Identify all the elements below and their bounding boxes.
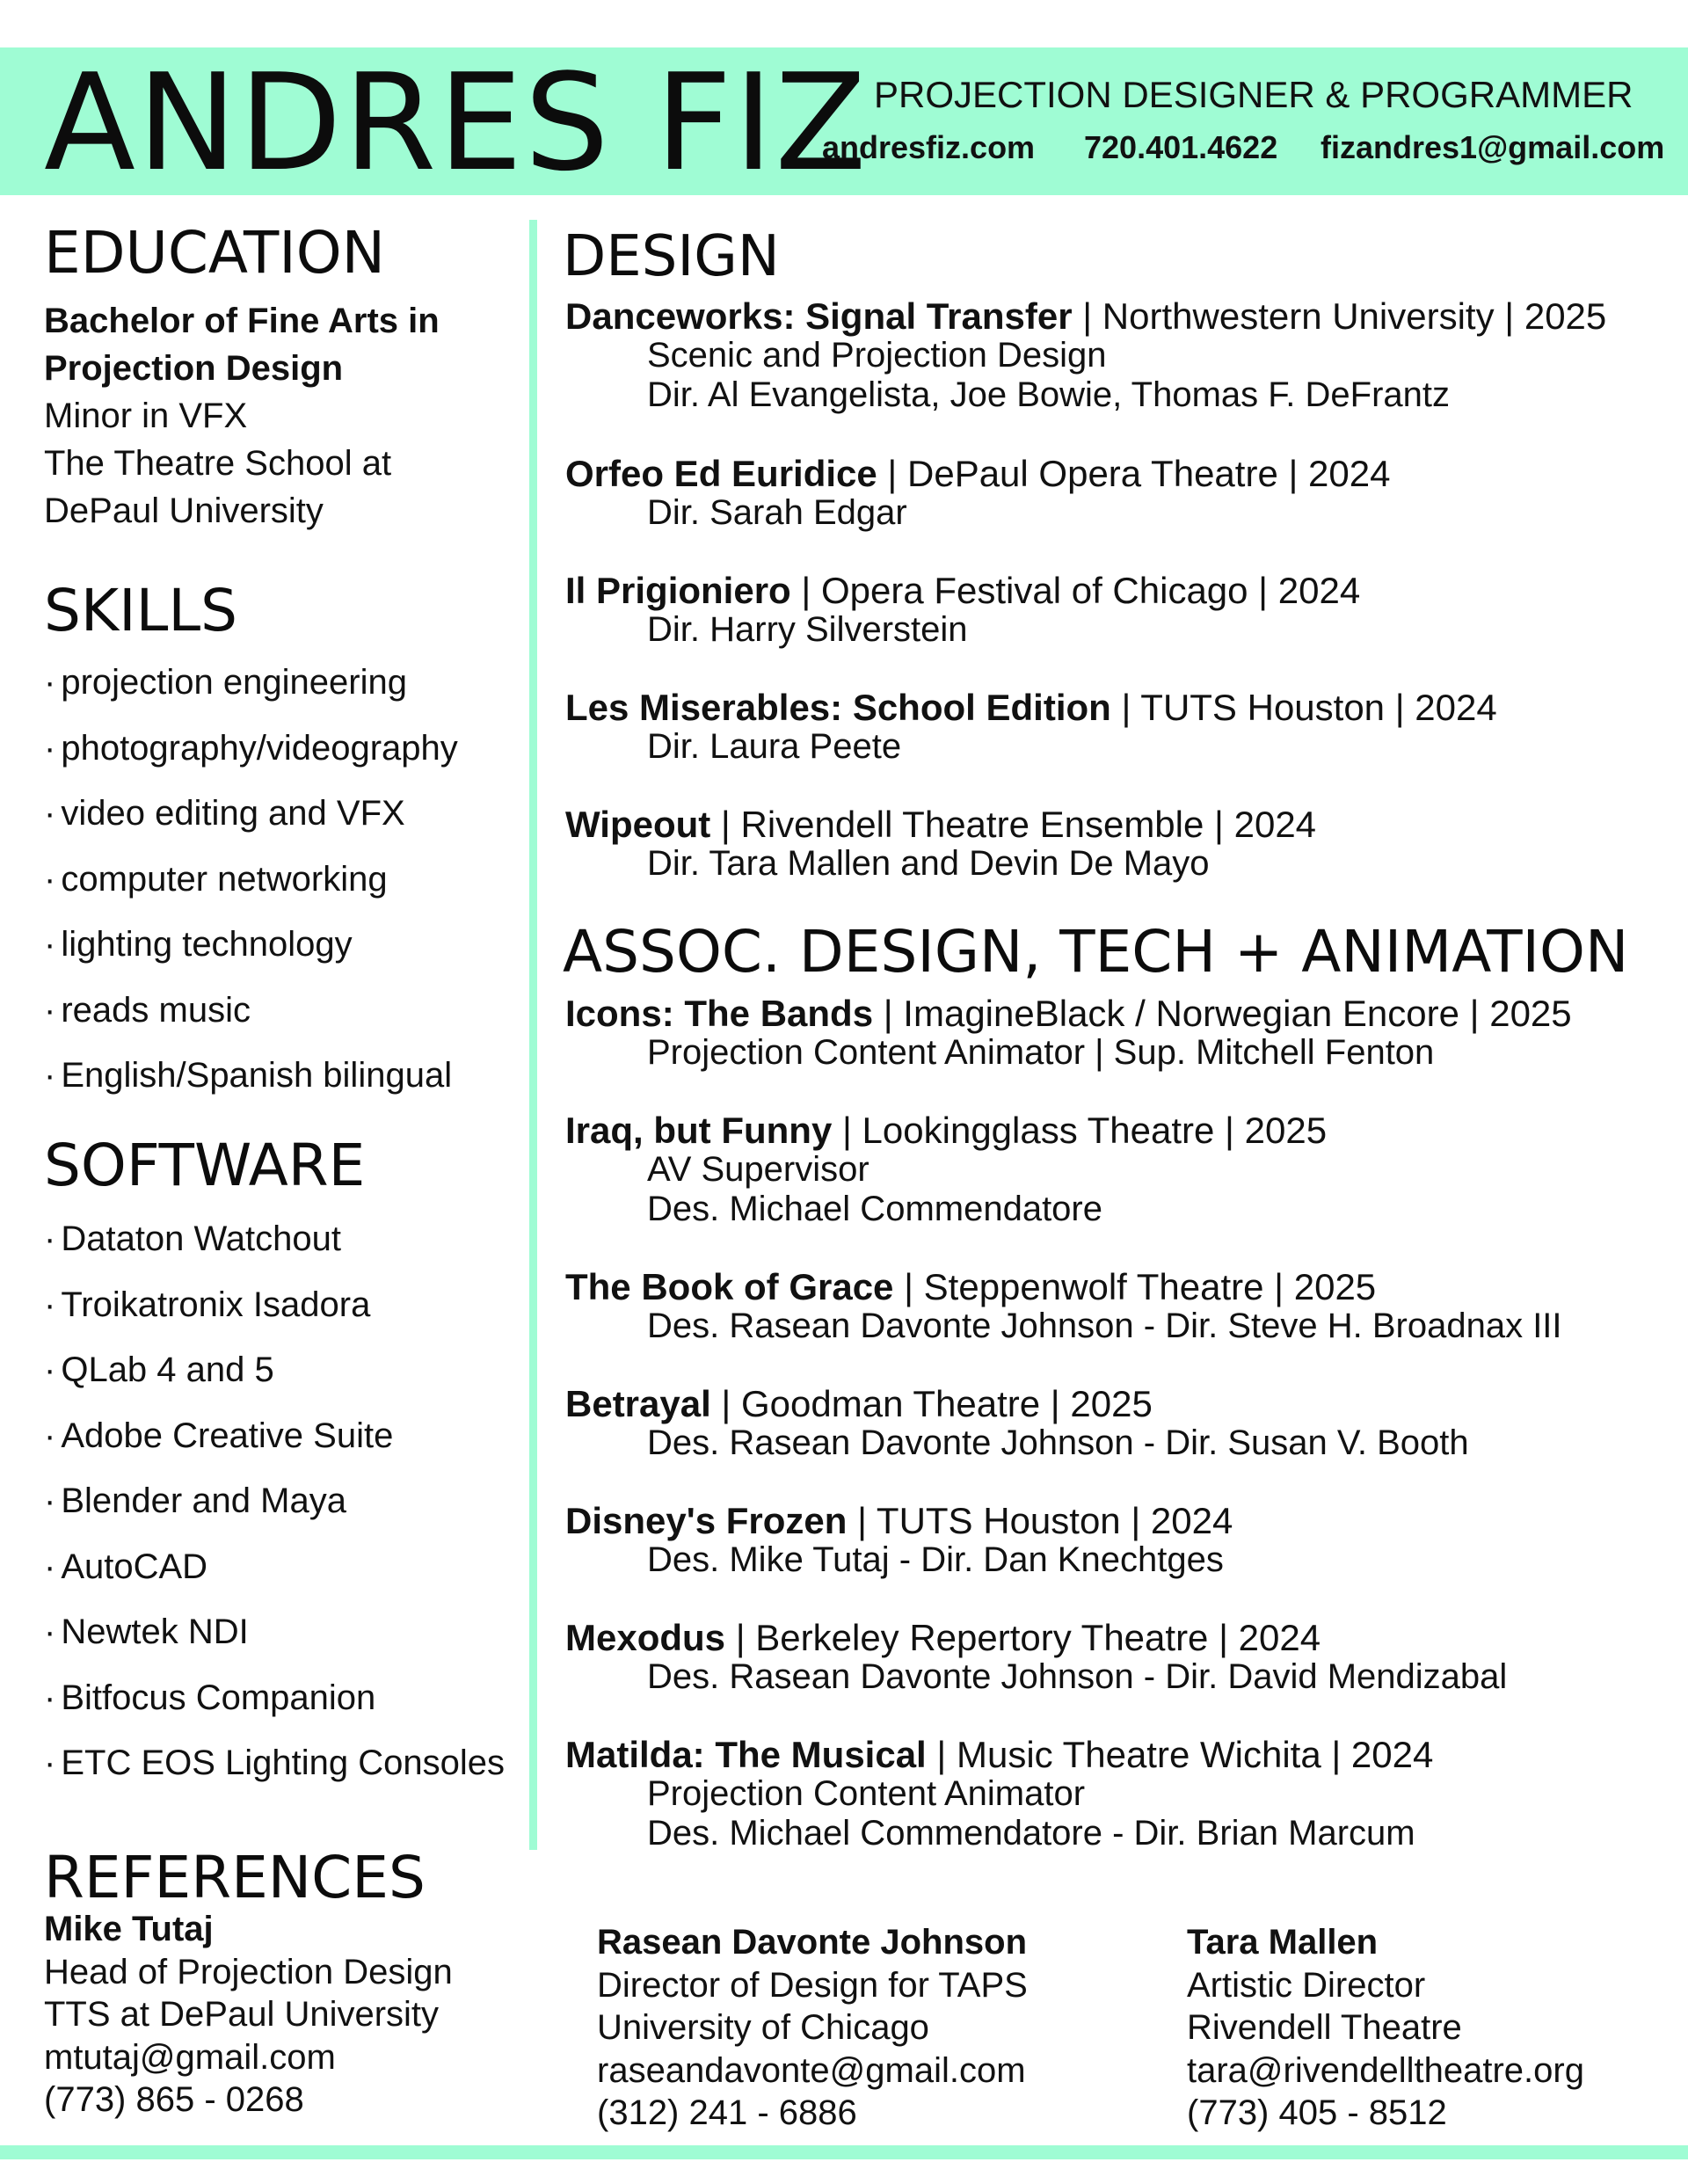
production-venue: | DePaul Opera Theatre | 2024 <box>877 453 1391 494</box>
assoc-entry <box>565 1384 1673 1463</box>
reference-name: Rasean Davonte Johnson <box>597 1923 1028 1962</box>
software-item: · AutoCAD <box>44 1534 505 1600</box>
footer-band <box>0 2145 1688 2159</box>
credit-line: Projection Content Animator <box>647 1774 1086 1813</box>
school-line2: DePaul University <box>44 491 324 530</box>
reference-org: TTS at DePaul University <box>44 1995 440 2034</box>
reference-card <box>597 1921 1028 2135</box>
production-title: Icons: The Bands <box>565 993 874 1034</box>
column-divider <box>529 220 537 1850</box>
reference-title: Head of Projection Design <box>44 1952 453 1991</box>
design-entry <box>565 571 1673 650</box>
production-venue: | Berkeley Repertory Theatre | 2024 <box>725 1617 1321 1658</box>
credit-line: AV Supervisor <box>647 1150 869 1189</box>
design-entry <box>565 804 1673 884</box>
production-venue: | Steppenwolf Theatre | 2025 <box>893 1266 1377 1307</box>
production-venue: | ImagineBlack / Norwegian Encore | 2025 <box>873 993 1572 1034</box>
credit-line: Des. Rasean Davonte Johnson - Dir. Susan V. Booth <box>647 1423 1469 1462</box>
minor: Minor in VFX <box>44 397 248 435</box>
software-item: · Adobe Creative Suite <box>44 1403 505 1469</box>
assoc-entry <box>565 1501 1673 1580</box>
software-item: · Troikatronix Isadora <box>44 1272 505 1338</box>
assoc-entry <box>565 1618 1673 1697</box>
software-item: · QLab 4 and 5 <box>44 1337 505 1403</box>
education-details <box>44 297 519 535</box>
education-heading: EDUCATION <box>44 219 386 287</box>
software-item: · Blender and Maya <box>44 1468 505 1534</box>
degree-line1: Bachelor of Fine Arts in <box>44 302 440 340</box>
software-item: · Dataton Watchout <box>44 1206 505 1272</box>
reference-title: Artistic Director <box>1187 1965 1426 2005</box>
credit-line: Des. Michael Commendatore - Dir. Brian Marcum <box>647 1814 1415 1853</box>
reference-name: Tara Mallen <box>1187 1923 1379 1962</box>
references-heading: REFERENCES <box>44 1844 426 1911</box>
credit-line: Dir. Sarah Edgar <box>647 493 907 532</box>
assoc-entry <box>565 1110 1673 1229</box>
skill-item: · computer networking <box>44 847 458 913</box>
credit-line: Dir. Tara Mallen and Devin De Mayo <box>647 844 1210 883</box>
design-entry <box>565 454 1673 533</box>
production-venue: | Northwestern University | 2025 <box>1072 295 1607 337</box>
production-title: Disney's Frozen <box>565 1500 848 1541</box>
software-item: · Bitfocus Companion <box>44 1665 505 1731</box>
software-item: · Newtek NDI <box>44 1599 505 1665</box>
production-venue: | Rivendell Theatre Ensemble | 2024 <box>710 804 1317 845</box>
reference-phone: (773) 405 - 8512 <box>1187 2093 1447 2132</box>
degree-line2: Projection Design <box>44 349 344 388</box>
production-venue: | Music Theatre Wichita | 2024 <box>926 1734 1434 1775</box>
production-title: Orfeo Ed Euridice <box>565 453 877 494</box>
design-entry <box>565 296 1673 415</box>
reference-title: Director of Design for TAPS <box>597 1965 1028 2005</box>
assoc-entry <box>565 994 1673 1073</box>
credit-line: Des. Rasean Davonte Johnson - Dir. Steve H. Broadnax III <box>647 1307 1562 1345</box>
reference-email[interactable]: mtutaj@gmail.com <box>44 2037 336 2077</box>
design-heading: DESIGN <box>563 224 780 289</box>
skill-item: · lighting technology <box>44 912 458 978</box>
assoc-heading: ASSOC. DESIGN, TECH + ANIMATION <box>563 918 1629 986</box>
software-item: · ETC EOS Lighting Consoles <box>44 1730 505 1796</box>
credit-line: Des. Rasean Davonte Johnson - Dir. David Mendizabal <box>647 1657 1508 1696</box>
reference-email[interactable]: raseandavonte@gmail.com <box>597 2050 1026 2090</box>
website-link[interactable]: andresfiz.com <box>822 129 1036 165</box>
job-title: PROJECTION DESIGNER & PROGRAMMER <box>874 74 1633 115</box>
school-line1: The Theatre School at <box>44 444 392 483</box>
reference-card <box>1187 1921 1584 2135</box>
reference-phone: (312) 241 - 6886 <box>597 2093 857 2132</box>
production-venue: | Lookingglass Theatre | 2025 <box>832 1110 1328 1151</box>
assoc-entry <box>565 1735 1673 1853</box>
production-title: Wipeout <box>565 804 711 845</box>
credit-line: Scenic and Projection Design <box>647 336 1107 375</box>
design-entry <box>565 688 1673 767</box>
reference-name: Mike Tutaj <box>44 1910 214 1948</box>
skill-item: · photography/videography <box>44 716 458 782</box>
reference-org: University of Chicago <box>597 2008 929 2047</box>
email-link[interactable]: fizandres1@gmail.com <box>1321 129 1665 165</box>
candidate-name: ANDRES FIZ <box>44 45 869 200</box>
credit-line: Projection Content Animator | Sup. Mitchell Fenton <box>647 1033 1435 1072</box>
production-venue: | TUTS Houston | 2024 <box>1110 687 1497 728</box>
skill-item: · English/Spanish bilingual <box>44 1043 458 1109</box>
production-venue: | Opera Festival of Chicago | 2024 <box>790 570 1361 611</box>
production-title: Matilda: The Musical <box>565 1734 927 1775</box>
credit-line: Dir. Laura Peete <box>647 727 902 766</box>
reference-org: Rivendell Theatre <box>1187 2008 1462 2047</box>
production-venue: | TUTS Houston | 2024 <box>847 1500 1233 1541</box>
reference-phone: (773) 865 - 0268 <box>44 2080 304 2119</box>
production-title: Les Miserables: School Edition <box>565 687 1111 728</box>
production-title: The Book of Grace <box>565 1266 894 1307</box>
credit-line: Dir. Al Evangelista, Joe Bowie, Thomas F. DeFrantz <box>647 375 1450 414</box>
software-list <box>44 1206 505 1796</box>
skill-item: · reads music <box>44 978 458 1044</box>
production-title: Iraq, but Funny <box>565 1110 833 1151</box>
software-heading: SOFTWARE <box>44 1132 366 1199</box>
production-title: Danceworks: Signal Transfer <box>565 295 1073 337</box>
skill-item: · video editing and VFX <box>44 781 458 847</box>
production-title: Mexodus <box>565 1617 726 1658</box>
skills-heading: SKILLS <box>44 577 238 644</box>
credit-line: Dir. Harry Silverstein <box>647 610 968 649</box>
reference-card <box>44 1908 453 2122</box>
phone-number: 720.401.4622 <box>1084 129 1278 165</box>
skills-list <box>44 650 458 1109</box>
credit-line: Des. Mike Tutaj - Dir. Dan Knechtges <box>647 1540 1224 1579</box>
assoc-entry <box>565 1267 1673 1346</box>
reference-email[interactable]: tara@rivendelltheatre.org <box>1187 2050 1584 2090</box>
production-title: Il Prigioniero <box>565 570 791 611</box>
skill-item: · projection engineering <box>44 650 458 716</box>
credit-line: Des. Michael Commendatore <box>647 1190 1102 1228</box>
production-title: Betrayal <box>565 1383 711 1424</box>
production-venue: | Goodman Theatre | 2025 <box>710 1383 1153 1424</box>
